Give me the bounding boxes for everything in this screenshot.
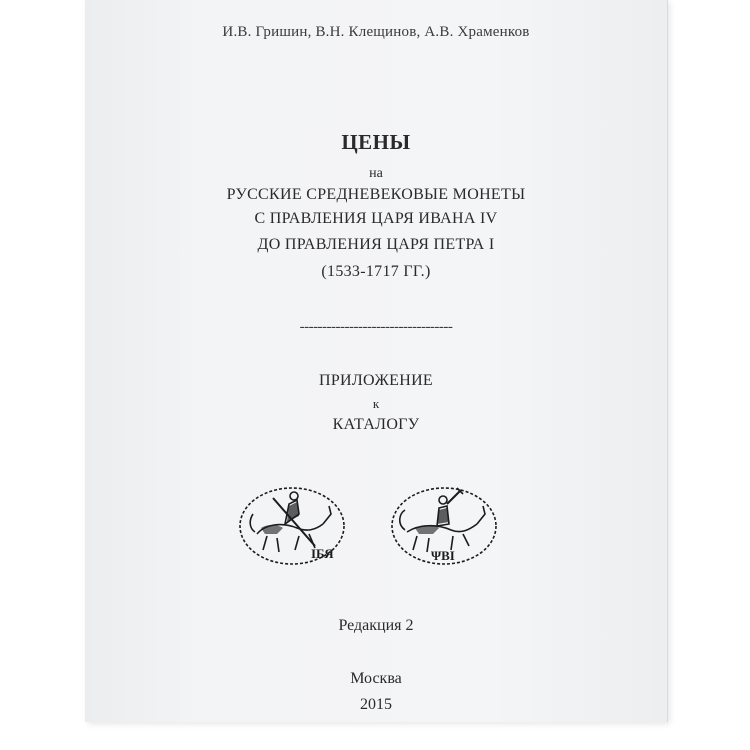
- coin-rider-with-sword-icon: [389, 484, 499, 568]
- edition-label: Редакция 2: [338, 617, 414, 634]
- coin-legend-right: ΨВI: [431, 548, 455, 563]
- title-line-2: С ПРАВЛЕНИЯ ЦАРЯ ИВАНА IV: [254, 210, 498, 227]
- title-line-1: РУССКИЕ СРЕДНЕВЕКОВЫЕ МОНЕТЫ: [226, 186, 526, 203]
- year-label: 2015: [360, 696, 392, 713]
- appendix-line-3: КАТАЛОГУ: [332, 416, 420, 433]
- title-preposition: на: [369, 166, 383, 181]
- appendix-line-2: к: [372, 396, 380, 411]
- coin-rider-with-spear-icon: [237, 484, 347, 568]
- dashed-divider: ----------------------------------: [299, 319, 453, 335]
- title-years: (1533-1717 ГГ.): [321, 263, 431, 280]
- title-main: ЦЕНЫ: [341, 130, 411, 154]
- coin-legend-left: IБЯ: [311, 546, 334, 561]
- authors-line: И.В. Гришин, В.Н. Клещинов, А.В. Храменков: [222, 24, 530, 40]
- title-line-3: ДО ПРАВЛЕНИЯ ЦАРЯ ПЕТРА I: [257, 236, 495, 253]
- appendix-line-1: ПРИЛОЖЕНИЕ: [318, 372, 433, 389]
- title-page: [85, 0, 667, 722]
- city-label: Москва: [350, 670, 402, 687]
